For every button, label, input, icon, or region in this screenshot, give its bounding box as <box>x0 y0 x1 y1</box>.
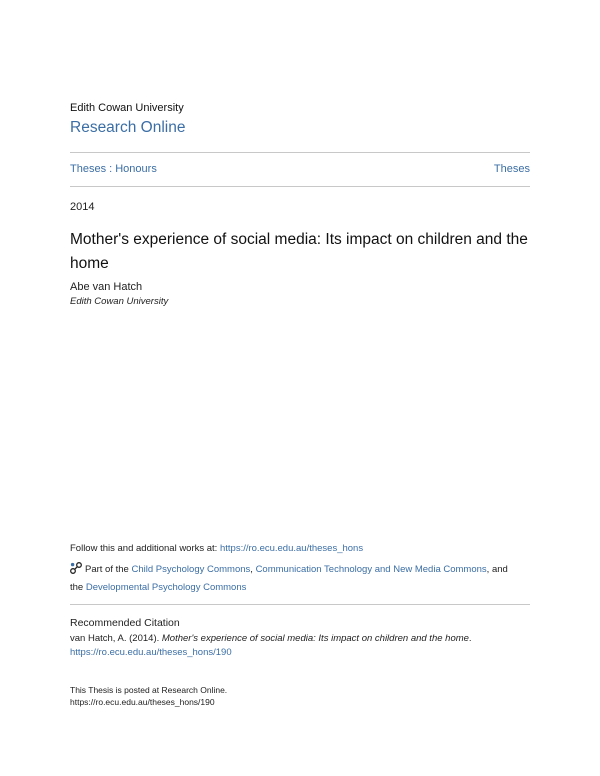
commons-network-icon <box>70 562 82 574</box>
author-affiliation: Edith Cowan University <box>70 296 169 307</box>
follow-line <box>70 543 363 554</box>
posted-line: This Thesis is posted at Research Online. <box>70 685 228 695</box>
posted-url: https://ro.ecu.edu.au/theses_hons/190 <box>70 697 215 707</box>
follow-label: Follow this and additional works at: <box>70 543 220 554</box>
separator: , <box>250 564 256 575</box>
divider <box>70 604 530 605</box>
separator: the <box>70 582 86 593</box>
part-of-commons <box>70 561 530 597</box>
citation-body <box>70 632 530 660</box>
collection-url-link[interactable]: https://ro.ecu.edu.au/theses_hons <box>219 543 364 554</box>
publication-year: 2014 <box>70 201 95 213</box>
repository-link[interactable]: Research Online <box>70 119 186 136</box>
commons-link-developmental-psychology[interactable]: Developmental Psychology Commons <box>85 582 247 593</box>
part-of-prefix: Part of the <box>85 564 132 575</box>
cover-page <box>70 0 530 776</box>
author-name: Abe van Hatch <box>70 281 143 293</box>
divider <box>70 186 530 187</box>
collection-link-theses-honours[interactable]: Theses : Honours <box>70 163 157 175</box>
posted-notice <box>70 684 227 708</box>
separator: , and <box>486 564 508 575</box>
commons-link-communication-technology[interactable]: Communication Technology and New Media Commons <box>255 564 487 575</box>
citation-prefix: van Hatch, A. (2014). <box>70 633 162 644</box>
collection-link-theses[interactable]: Theses <box>493 163 530 175</box>
institution-name: Edith Cowan University <box>70 102 184 114</box>
citation-suffix: . <box>468 633 472 644</box>
citation-url-link[interactable]: https://ro.ecu.edu.au/theses_hons/190 <box>70 647 232 658</box>
citation-heading: Recommended Citation <box>70 617 180 629</box>
commons-link-child-psychology[interactable]: Child Psychology Commons <box>131 564 251 575</box>
thesis-title: Mother's experience of social media: Its impact on children and the home <box>70 231 528 272</box>
citation-title: Mother's experience of social media: Its impact on children and the home <box>161 633 469 644</box>
divider <box>70 152 530 153</box>
